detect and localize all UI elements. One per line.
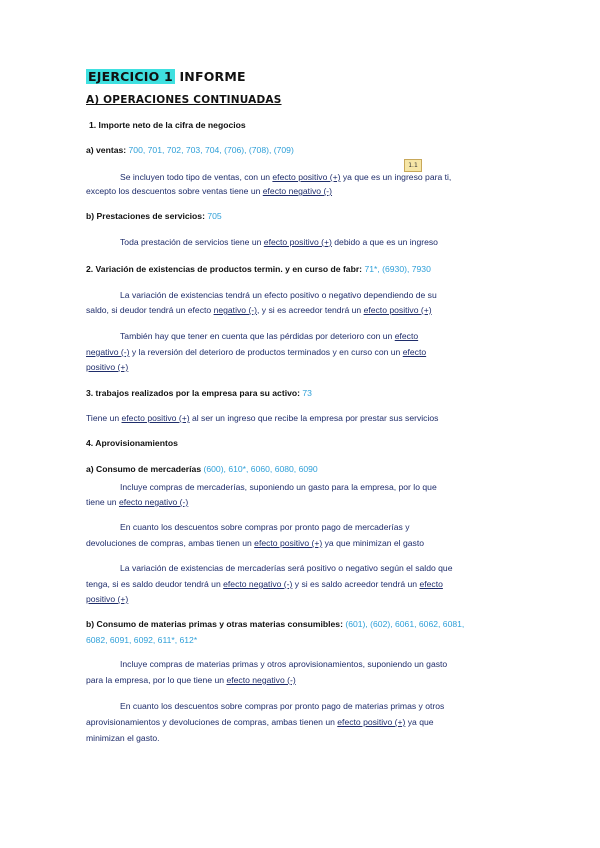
- s4a-p2-line1: En cuanto los descuentos sobre compras por pronto pago de mercaderías y: [120, 522, 410, 532]
- text: saldo, si deudor tendrá un efecto: [86, 305, 214, 315]
- s4a-label: a) Consumo de mercaderías: [86, 464, 204, 474]
- underlined-term: efecto positivo (+): [121, 413, 190, 423]
- comment-badge[interactable]: 1.1: [404, 159, 422, 172]
- s4b-line1: [86, 617, 526, 632]
- text: También hay que tener en cuenta que las pérdidas por deterioro con un: [120, 331, 395, 341]
- s2-p2-line2: [86, 345, 526, 360]
- text: al ser un ingreso que recibe la empresa por prestar sus servicios: [189, 413, 439, 423]
- s4a-p3-line3: [86, 592, 526, 607]
- s4b-accounts-1: (601), (602), 6061, 6062, 6081,: [345, 619, 465, 629]
- s2-p2-line3: [86, 360, 526, 375]
- s1b-line: [86, 209, 526, 224]
- text: ya que: [405, 717, 434, 727]
- s4a-line: [86, 462, 526, 477]
- underlined-term: efecto negativo (-): [118, 497, 189, 507]
- page-title: [86, 69, 246, 84]
- underlined-term: efecto: [419, 579, 443, 589]
- s4b-accounts-2: 6082, 6091, 6092, 611*, 612*: [86, 635, 198, 645]
- underlined-term: negativo (-): [86, 347, 130, 357]
- s4b-label: b) Consumo de materias primas y otras materias consumibles:: [86, 619, 346, 629]
- text: y si es saldo acreedor tendrá un: [292, 579, 420, 589]
- s2-p2-line1: [86, 329, 560, 344]
- underlined-term: efecto positivo (+): [363, 305, 432, 315]
- s1b-p1: [86, 235, 560, 250]
- underlined-term: efecto: [402, 347, 427, 357]
- text: debido a que es un ingreso: [331, 237, 438, 247]
- s1a-label: a) ventas:: [86, 145, 129, 155]
- text: 3. trabajos realizados por la empresa para su activo:: [86, 388, 303, 398]
- s4b-p1-line1: Incluye compras de materias primas y otros aprovisionamientos, suponiendo un gasto: [120, 659, 448, 669]
- text: Toda prestación de servicios tiene un: [120, 237, 264, 247]
- text: tenga, si es saldo deudor tendrá un: [86, 579, 224, 589]
- s4a-p3-line1: La variación de existencias de mercaderías será positivo o negativo según el saldo que: [120, 563, 453, 573]
- underlined-term: positivo (+): [86, 362, 129, 372]
- underlined-term: efecto negativo (-): [226, 675, 296, 685]
- text: Se incluyen todo tipo de ventas, con un: [120, 172, 273, 182]
- s3-p1: [86, 411, 526, 426]
- underlined-term: efecto negativo (-): [223, 579, 293, 589]
- s4-heading: 4. Aprovisionamientos: [86, 438, 178, 448]
- s4a-p1-line2: [86, 495, 526, 510]
- text: devoluciones de compras, ambas tienen un: [86, 538, 255, 548]
- underlined-term: efecto positivo (+): [263, 237, 332, 247]
- text: aprovisionamientos y devoluciones de compras, ambas tienen un: [86, 717, 338, 727]
- s1b-label: b) Prestaciones de servicios:: [86, 211, 208, 221]
- underlined-term: efecto positivo (+): [272, 172, 341, 182]
- section-subtitle: A) OPERACIONES CONTINUADAS: [86, 94, 282, 106]
- underlined-term: positivo (+): [86, 594, 129, 604]
- s4a-p2-line2: [86, 536, 526, 551]
- s4b-p2-line3: minimizan el gasto.: [86, 733, 160, 743]
- s4a-p3-line2: [86, 577, 526, 592]
- s4a-p1-line1: Incluye compras de mercaderías, suponiendo un gasto para la empresa, por lo que: [120, 482, 437, 492]
- s2-p1-line1: La variación de existencias tendrá un efecto positivo o negativo dependiendo de su: [120, 290, 437, 300]
- s2-p1-line2: [86, 303, 526, 318]
- s4b-p1-line2: [86, 673, 526, 688]
- underlined-term: efecto: [394, 331, 419, 341]
- underlined-term: efecto positivo (+): [254, 538, 323, 548]
- s4b-p2-line1: En cuanto los descuentos sobre compras por pronto pago de materias primas y otros: [120, 701, 445, 711]
- text: tiene un: [86, 497, 119, 507]
- text: , y si es acreedor tendrá un: [257, 305, 364, 315]
- underlined-term: efecto positivo (+): [337, 717, 406, 727]
- text: 2. Variación de existencias de productos termin. y en curso de fabr:: [86, 264, 365, 274]
- text: excepto los descuentos sobre ventas tiene un: [86, 186, 263, 196]
- s1a-p1-line2: [86, 184, 526, 199]
- s4b-p2-line2: [86, 715, 526, 730]
- title-highlight: EJERCICIO 1: [88, 69, 173, 84]
- s3-accounts: 73: [302, 388, 312, 398]
- text: ya que es un ingreso para ti,: [340, 172, 452, 182]
- s4a-accounts: (600), 610*, 6060, 6080, 6090: [203, 464, 318, 474]
- s2-accounts: 71*, (6930), 7930: [364, 264, 431, 274]
- s1a-line: [86, 143, 526, 158]
- s3-heading: [86, 386, 526, 401]
- text: ya que minimizan el gasto: [322, 538, 424, 548]
- s2-heading: [86, 262, 526, 277]
- underlined-term: negativo (-): [213, 305, 258, 315]
- text: y la reversión del deterioro de productos terminados y en curso con un: [129, 347, 403, 357]
- text: para la empresa, por lo que tiene un: [86, 675, 227, 685]
- underlined-term: efecto negativo (-): [262, 186, 333, 196]
- s1a-accounts: 700, 701, 702, 703, 704, (706), (708), (709): [128, 145, 294, 155]
- s1a-p1-line1: [86, 170, 560, 185]
- title-rest: INFORME: [174, 69, 246, 84]
- text: Tiene un: [86, 413, 122, 423]
- s1b-accounts: 705: [207, 211, 222, 221]
- s1-heading: 1. Importe neto de la cifra de negocios: [89, 120, 246, 130]
